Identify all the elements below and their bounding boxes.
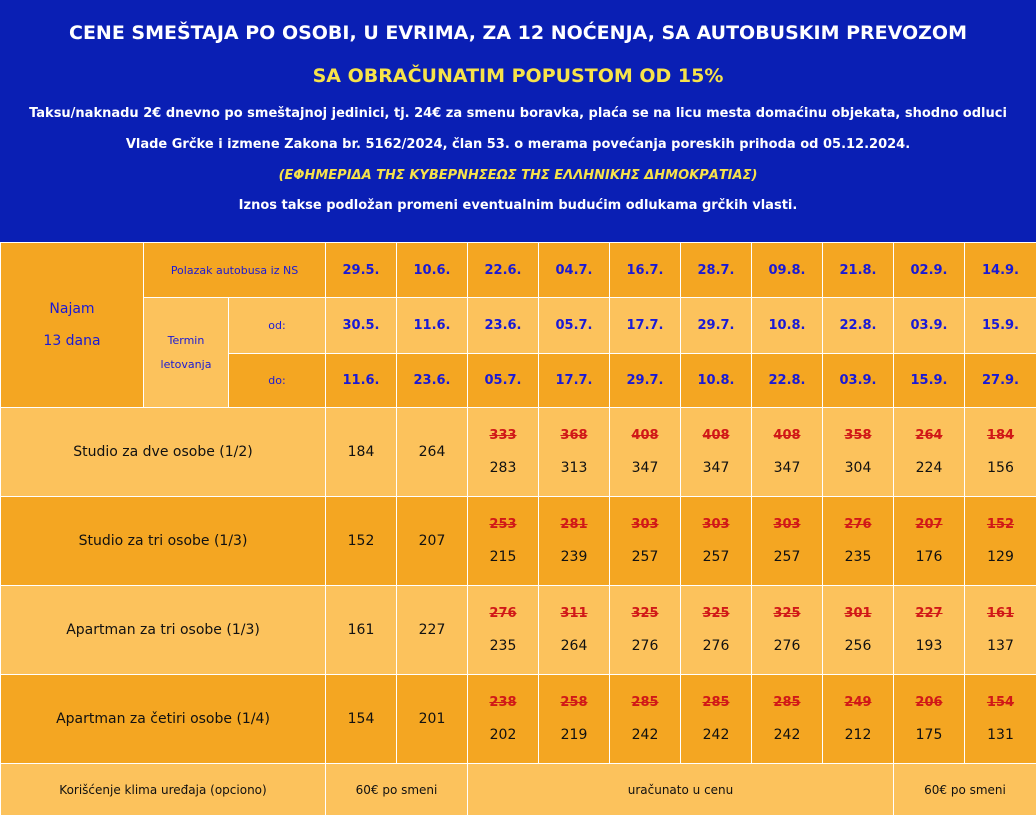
discounted-price: 242 xyxy=(702,727,730,743)
table-row xyxy=(1,586,1036,675)
price-cell: 154 xyxy=(326,675,397,764)
discounted-price: 224 xyxy=(915,460,943,476)
air-conditioning-row xyxy=(1,764,1036,816)
price-cell: 152 xyxy=(326,497,397,586)
price-table xyxy=(0,242,1036,816)
original-price: 258 xyxy=(560,695,588,710)
original-price: 368 xyxy=(560,428,588,443)
tax-notice-line-3: Iznos takse podložan promeni eventualnim budućim odlukama grčkih vlasti. xyxy=(238,198,798,213)
original-price: 152 xyxy=(986,517,1015,532)
discounted-price: 131 xyxy=(987,727,1014,743)
stay-period-label-2: letovanja xyxy=(160,357,212,371)
discounted-price-cell xyxy=(468,408,539,497)
tax-notice-line-2: Vlade Grčke i izmene Zakona br. 5162/2024, član 53. o merama povećanja poreskih prihoda od 05.12.2024. xyxy=(125,137,911,152)
discounted-price-cell xyxy=(468,675,539,764)
original-price: 303 xyxy=(631,517,659,532)
air-conditioning-included: uračunato u cenu xyxy=(468,764,894,816)
departure-date: 14.9. xyxy=(965,243,1036,298)
original-price: 249 xyxy=(844,695,872,710)
price-cell: 264 xyxy=(397,408,468,497)
original-price: 285 xyxy=(702,695,730,710)
original-price: 276 xyxy=(489,606,517,621)
price-cell: 161 xyxy=(326,586,397,675)
discounted-price-cell xyxy=(610,497,681,586)
discounted-price: 239 xyxy=(560,549,588,565)
discounted-price: 156 xyxy=(987,460,1014,476)
original-price: 408 xyxy=(631,428,659,443)
original-price: 311 xyxy=(560,606,588,621)
discounted-price-cell xyxy=(681,497,752,586)
from-date: 05.7. xyxy=(539,298,610,354)
original-price: 184 xyxy=(986,428,1015,443)
discounted-price-cell xyxy=(823,497,894,586)
price-cell: 201 xyxy=(397,675,468,764)
discounted-price: 257 xyxy=(631,549,659,565)
from-date: 10.8. xyxy=(752,298,823,354)
discounted-price: 256 xyxy=(844,638,872,654)
discounted-price-cell xyxy=(965,497,1036,586)
discounted-price-cell xyxy=(681,675,752,764)
from-date: 11.6. xyxy=(397,298,468,354)
air-conditioning-label: Korišćenje klima uređaja (opciono) xyxy=(1,764,326,816)
unit-type-label: Studio za dve osobe (1/2) xyxy=(1,408,326,497)
discounted-price-cell xyxy=(965,586,1036,675)
original-price: 303 xyxy=(773,517,801,532)
departure-date: 21.8. xyxy=(823,243,894,298)
discounted-price: 176 xyxy=(915,549,943,565)
original-price: 408 xyxy=(773,428,801,443)
price-cell: 227 xyxy=(397,586,468,675)
discounted-price-cell xyxy=(752,586,823,675)
original-price: 325 xyxy=(702,606,730,621)
discounted-price-cell xyxy=(539,586,610,675)
discounted-price: 193 xyxy=(915,638,943,654)
departure-date: 28.7. xyxy=(681,243,752,298)
discounted-price: 276 xyxy=(631,638,659,654)
discounted-price: 304 xyxy=(844,460,872,476)
departure-date: 29.5. xyxy=(326,243,397,298)
original-price: 238 xyxy=(489,695,517,710)
from-date: 17.7. xyxy=(610,298,681,354)
discounted-price-cell xyxy=(539,408,610,497)
discounted-price: 276 xyxy=(773,638,801,654)
price-cell: 184 xyxy=(326,408,397,497)
greek-gazette-reference: (ΕΦΗΜΕΡΙΔΑ ΤΗΣ ΚΥΒΕΡΝΗΣΕΩΣ ΤΗΣ ΕΛΛΗΝΙΚΗΣ ΔΗΜΟΚΡΑΤΙΑΣ) xyxy=(278,168,758,183)
discounted-price: 242 xyxy=(631,727,659,743)
original-price: 408 xyxy=(702,428,730,443)
original-price: 303 xyxy=(702,517,730,532)
departure-date: 02.9. xyxy=(894,243,965,298)
from-date: 15.9. xyxy=(965,298,1036,354)
discounted-price-cell xyxy=(539,675,610,764)
table-row xyxy=(1,675,1036,764)
page-title: CENE SMEŠTAJA PO OSOBI, U EVRIMA, ZA 12 NOĆENJA, SA AUTOBUSKIM PREVOZOM xyxy=(69,22,967,44)
rental-duration-cell xyxy=(1,243,144,408)
discounted-price-cell xyxy=(894,586,965,675)
to-date: 15.9. xyxy=(894,354,965,408)
from-date: 03.9. xyxy=(894,298,965,354)
discounted-price: 276 xyxy=(702,638,730,654)
from-label: od: xyxy=(229,298,326,354)
original-price: 206 xyxy=(915,695,943,710)
discounted-price: 257 xyxy=(773,549,801,565)
from-date: 29.7. xyxy=(681,298,752,354)
to-date: 10.8. xyxy=(681,354,752,408)
departure-date: 16.7. xyxy=(610,243,681,298)
table-row xyxy=(1,497,1036,586)
discounted-price: 235 xyxy=(844,549,872,565)
original-price: 301 xyxy=(844,606,872,621)
departure-date: 10.6. xyxy=(397,243,468,298)
from-date: 23.6. xyxy=(468,298,539,354)
unit-type-label: Apartman za četiri osobe (1/4) xyxy=(1,675,326,764)
original-price: 285 xyxy=(773,695,801,710)
departure-date: 09.8. xyxy=(752,243,823,298)
discounted-price: 219 xyxy=(560,727,588,743)
to-date: 11.6. xyxy=(326,354,397,408)
discounted-price-cell xyxy=(823,408,894,497)
departure-row xyxy=(1,243,1036,298)
original-price: 276 xyxy=(844,517,872,532)
discounted-price: 242 xyxy=(773,727,801,743)
discounted-price: 137 xyxy=(987,638,1014,654)
discounted-price: 257 xyxy=(702,549,730,565)
air-conditioning-price-early: 60€ po smeni xyxy=(326,764,468,816)
original-price: 207 xyxy=(915,517,943,532)
to-label: do: xyxy=(229,354,326,408)
price-cell: 207 xyxy=(397,497,468,586)
discounted-price: 212 xyxy=(844,727,872,743)
original-price: 325 xyxy=(631,606,659,621)
stay-period-label-cell xyxy=(144,298,229,408)
rental-label: Najam xyxy=(49,301,95,317)
discounted-price-cell xyxy=(823,586,894,675)
departure-date: 22.6. xyxy=(468,243,539,298)
discounted-price: 264 xyxy=(560,638,588,654)
original-price: 154 xyxy=(986,695,1015,710)
original-price: 227 xyxy=(915,606,943,621)
discounted-price: 202 xyxy=(489,727,517,743)
unit-type-label: Apartman za tri osobe (1/3) xyxy=(1,586,326,675)
original-price: 325 xyxy=(773,606,801,621)
original-price: 264 xyxy=(915,428,943,443)
to-date: 27.9. xyxy=(965,354,1036,408)
to-date: 17.7. xyxy=(539,354,610,408)
departure-label: Polazak autobusa iz NS xyxy=(144,243,326,298)
discounted-price-cell xyxy=(894,408,965,497)
stay-period-label-1: Termin xyxy=(167,333,205,347)
original-price: 161 xyxy=(986,606,1015,621)
discounted-price: 347 xyxy=(631,460,659,476)
discounted-price: 129 xyxy=(987,549,1014,565)
discounted-price: 283 xyxy=(489,460,517,476)
original-price: 253 xyxy=(489,517,517,532)
discounted-price-cell xyxy=(752,675,823,764)
discounted-price-cell xyxy=(752,497,823,586)
original-price: 281 xyxy=(560,517,588,532)
discounted-price-cell xyxy=(468,586,539,675)
discounted-price-cell xyxy=(610,675,681,764)
discounted-price-cell xyxy=(610,408,681,497)
discounted-price: 313 xyxy=(560,460,588,476)
rental-days: 13 dana xyxy=(43,333,101,349)
to-date: 03.9. xyxy=(823,354,894,408)
discounted-price: 347 xyxy=(773,460,801,476)
discounted-price-cell xyxy=(681,586,752,675)
original-price: 333 xyxy=(489,428,517,443)
discounted-price-cell xyxy=(468,497,539,586)
to-date: 23.6. xyxy=(397,354,468,408)
original-price: 285 xyxy=(631,695,659,710)
discounted-price: 175 xyxy=(915,727,943,743)
discounted-price-cell xyxy=(610,586,681,675)
from-date: 22.8. xyxy=(823,298,894,354)
discounted-price: 215 xyxy=(489,549,517,565)
original-price: 358 xyxy=(844,428,872,443)
discounted-price: 235 xyxy=(489,638,517,654)
discounted-price-cell xyxy=(965,675,1036,764)
to-date: 22.8. xyxy=(752,354,823,408)
from-date: 30.5. xyxy=(326,298,397,354)
to-date: 05.7. xyxy=(468,354,539,408)
to-date: 29.7. xyxy=(610,354,681,408)
departure-date: 04.7. xyxy=(539,243,610,298)
stay-from-row xyxy=(1,298,1036,354)
tax-notice-line-1: Taksu/naknadu 2€ dnevno po smeštajnoj jedinici, tj. 24€ za smenu boravka, plaća se na licu mesta domaćinu objekata, shodno odluci xyxy=(29,106,1007,121)
discounted-price-cell xyxy=(823,675,894,764)
table-row xyxy=(1,408,1036,497)
discounted-price-cell xyxy=(752,408,823,497)
discounted-price-cell xyxy=(965,408,1036,497)
discounted-price-cell xyxy=(681,408,752,497)
discount-subtitle: SA OBRAČUNATIM POPUSTOM OD 15% xyxy=(312,65,724,87)
header-banner xyxy=(0,0,1036,242)
discounted-price: 347 xyxy=(702,460,730,476)
discounted-price-cell xyxy=(894,675,965,764)
discounted-price-cell xyxy=(894,497,965,586)
unit-type-label: Studio za tri osobe (1/3) xyxy=(1,497,326,586)
air-conditioning-price-late: 60€ po smeni xyxy=(894,764,1036,816)
discounted-price-cell xyxy=(539,497,610,586)
